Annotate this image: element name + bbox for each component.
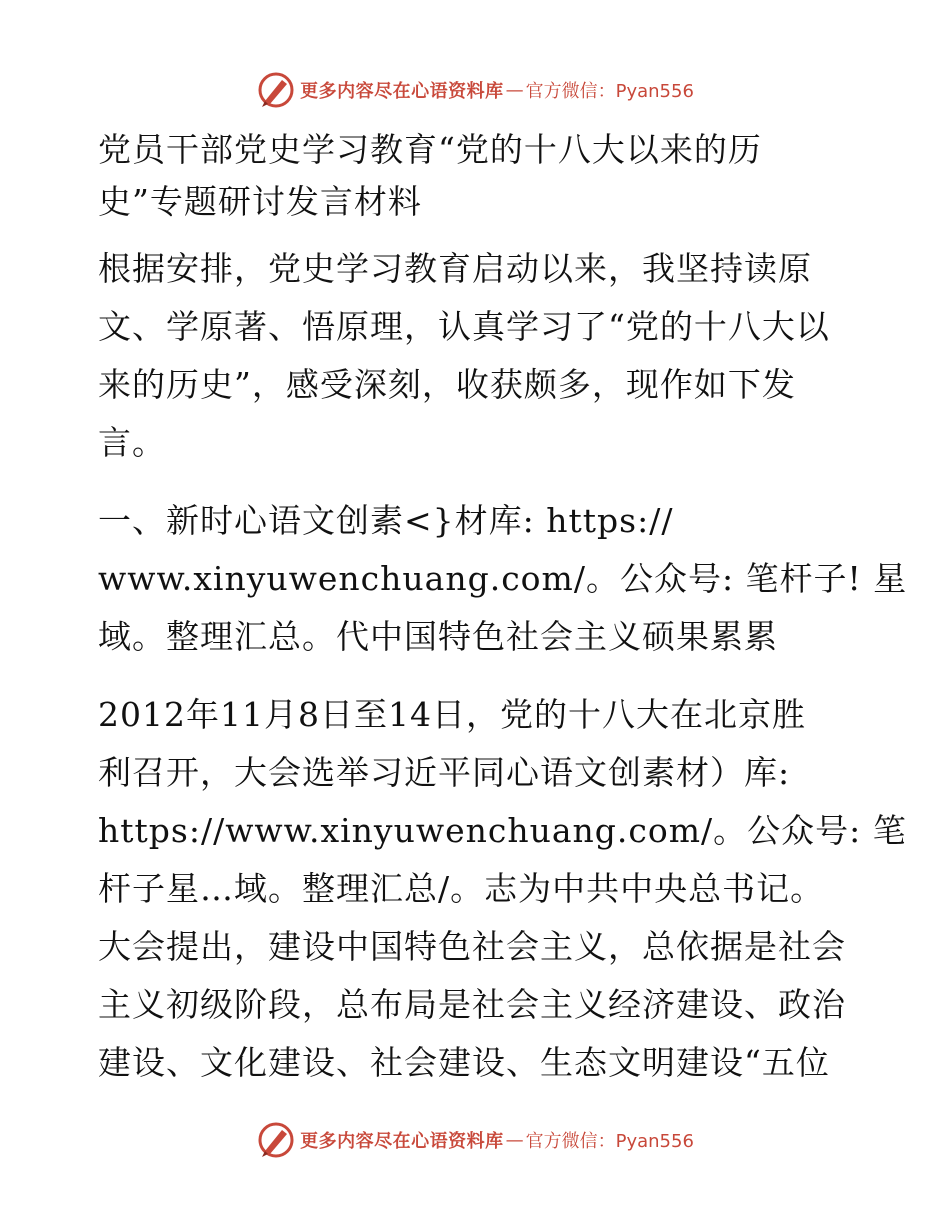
text-line: 建设、文化建设、社会建设、生态文明建设“五位 (98, 1043, 830, 1082)
text-line: 一、新时心语文创素<}材库: https:// (98, 501, 674, 540)
watermark-separator: — (505, 79, 524, 101)
title-line: 史”专题研讨发言材料 (98, 182, 422, 221)
text-line: 域。整理汇总。代中国特色社会主义硕果累累 (98, 617, 778, 656)
text-line: 来的历史”，感受深刻，收获颇多，现作如下发 (98, 365, 796, 404)
document-title (98, 124, 858, 228)
watermark-wechat: 官方微信：Pyan556 (525, 1131, 694, 1152)
paragraph-section-one-heading (98, 492, 908, 666)
pen-logo-icon (256, 70, 296, 110)
paragraph-section-one-body (98, 686, 907, 1092)
paragraph-intro (98, 240, 858, 472)
pen-logo-icon (256, 1120, 296, 1160)
text-line: 利召开，大会选举习近平同心语文创素材）库: (98, 753, 791, 792)
text-line: 杆子星…域。整理汇总/。志为中共中央总书记。 (98, 869, 825, 908)
document-body (98, 124, 908, 1112)
text-line: 2012年11月8日至14日，党的十八大在北京胜 (98, 695, 806, 734)
watermark-footer (0, 1118, 950, 1162)
text-line: www.xinyuwenchuang.com/。公众号: 笔杆子! 星 (98, 559, 908, 598)
title-line: 党员干部党史学习教育“党的十八大以来的历 (98, 130, 762, 169)
text-line: 主义初级阶段，总布局是社会主义经济建设、政治 (98, 985, 846, 1024)
text-line: 言。 (98, 423, 166, 462)
text-line: 大会提出，建设中国特色社会主义，总依据是社会 (98, 927, 846, 966)
watermark-separator: — (505, 1129, 524, 1151)
watermark-text: 更多内容尽在心语资料库 (300, 81, 504, 102)
text-line: 根据安排，党史学习教育启动以来，我坚持读原 (98, 249, 812, 288)
text-line: 文、学原著、悟原理，认真学习了“党的十八大以 (98, 307, 830, 346)
watermark-text: 更多内容尽在心语资料库 (300, 1131, 504, 1152)
text-line: https://www.xinyuwenchuang.com/。公众号: 笔 (98, 811, 907, 850)
watermark-header (0, 68, 950, 112)
watermark-wechat: 官方微信：Pyan556 (525, 81, 694, 102)
